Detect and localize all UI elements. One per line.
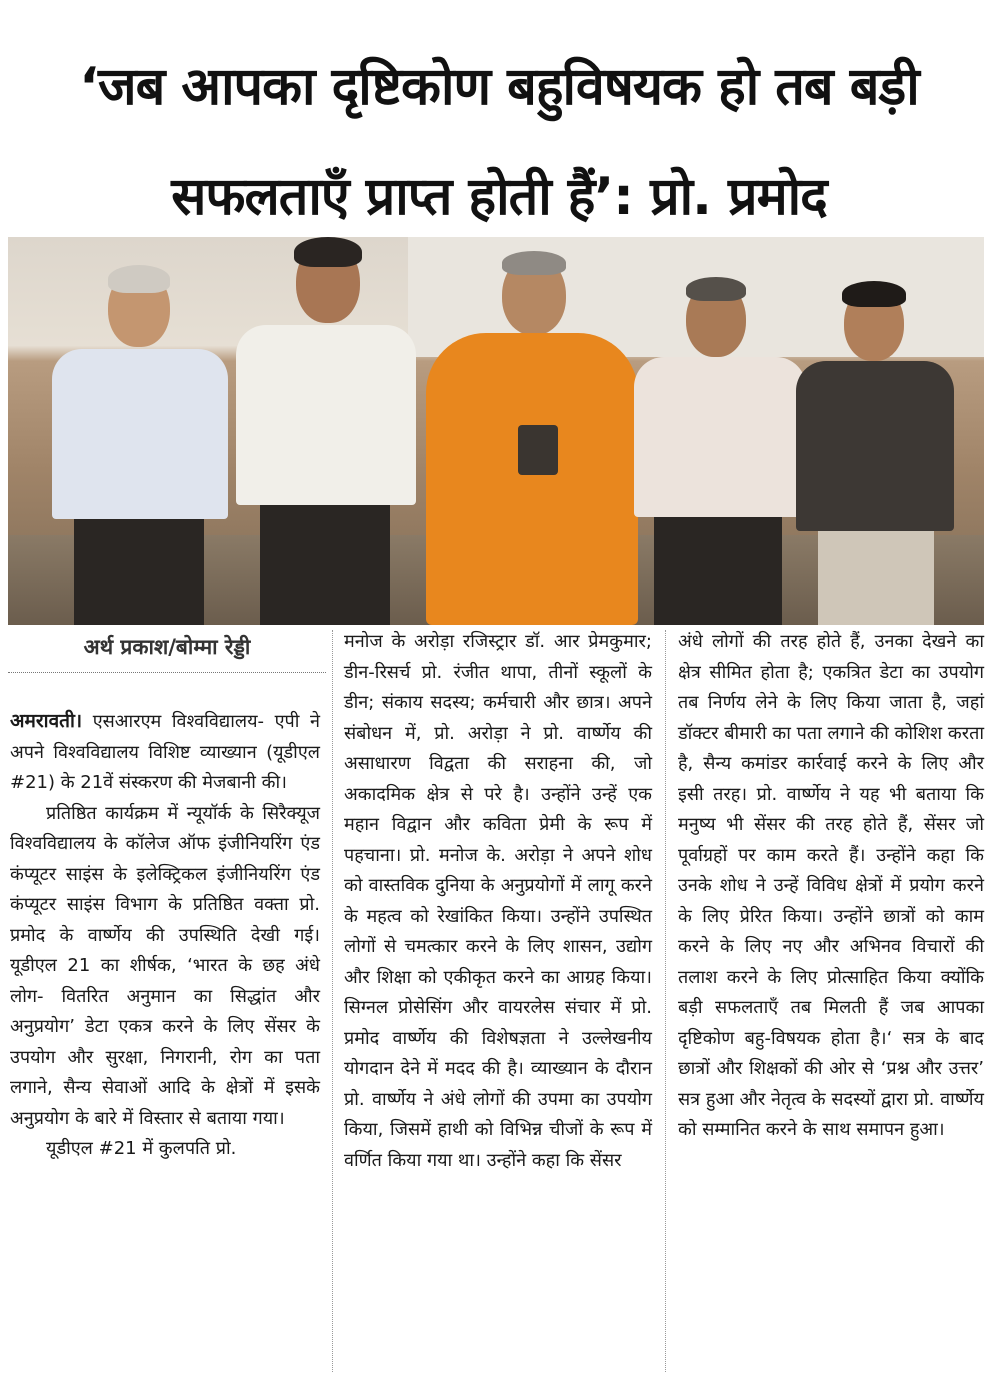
person-1 — [46, 269, 236, 625]
headline-line-2: सफलताएँ प्राप्त होती हैं’: प्रो. प्रमोद — [171, 167, 827, 228]
column-divider-2 — [665, 630, 666, 1372]
saffron-shawl — [426, 333, 638, 625]
event-photo — [8, 237, 984, 625]
person-2 — [230, 241, 420, 625]
person-3-honoree — [422, 255, 642, 625]
article-column-3 — [678, 627, 984, 1146]
article-column-1 — [10, 706, 320, 1165]
dateline: अमरावती। — [10, 710, 83, 732]
headline-line-1: ‘जब आपका दृष्टिकोण बहुविषयक हो तब बड़ी — [79, 57, 919, 118]
paragraph-3: यूडीएल #21 में कुलपति प्रो. — [46, 1138, 237, 1159]
person-4 — [630, 281, 810, 625]
person-5 — [796, 285, 956, 625]
column-2-text: मनोज के अरोड़ा रजिस्ट्रार डॉ. आर प्रेमकुमार; डीन-रिसर्च प्रो. रंजीत थापा, तीनों स्कूलों के डीन; संकाय सदस्य; कर्मचारी और छात्र। अपने संबोधन में, प्रो. अरोड़ा ने प्रो. वार्ष्णेय की असाधारण विद्वता की सराहना की, जो अकादमिक क्षेत्र से परे है। उन्होंने उन्हें एक महान विद्वान और कविता प्रेमी के रूप में पहचाना। प्रो. मनोज के. अरोड़ा ने अपने शोध को वास्तविक दुनिया के अनुप्रयोगों में लागू करने के महत्व को रेखांकित किया। उन्होंने उपस्थित लोगों से चमत्कार करने के लिए शासन, उद्योग और शिक्षा को एकीकृत करने का आग्रह किया। सिग्नल प्रोसेसिंग और वायरलेस संचार में प्रो. प्रमोद वार्ष्णेय की विशेषज्ञता ने उल्लेखनीय योगदान देने में मदद की है। व्याख्यान के दौरान प्रो. वार्ष्णेय ने अंधे लोगों की उपमा का उपयोग किया, जिसमें हाथी को विभिन्न चीजों के रूप में वर्णित किया गया था। उन्होंने कहा कि सेंसर — [344, 631, 652, 1171]
article-column-2 — [344, 627, 652, 1176]
column-3-text: अंधे लोगों की तरह होते हैं, उनका देखने का क्षेत्र सीमित होता है; एकत्रित डेटा का उपयोग तब निर्णय लेने के लिए किया जाता है, जहां डॉक्टर बीमारी का पता लगाने की कोशिश करता है, सैन्य कमांडर कार्रवाई करने के लिए और इसी तरह। प्रो. वार्ष्णेय ने यह भी बताया कि मनुष्य भी सेंसर की तरह होते हैं, सेंसर जो पूर्वाग्रहों पर काम करते हैं। उन्होंने कहा कि उनके शोध ने उन्हें विविध क्षेत्रों में प्रयोग करने के लिए प्रेरित किया। उन्होंने छात्रों को काम करने के लिए नए और अभिनव विचारों की तलाश करने के लिए प्रोत्साहित किया क्योंकि बड़ी सफलताएँ तब मिलती हैं जब आपका दृष्टिकोण बहु-विषयक होता है।‘ सत्र के बाद छात्रों और शिक्षकों की ओर से ‘प्रश्न और उत्तर’ सत्र हुआ और नेतृत्व के सदस्यों द्वारा प्रो. वार्ष्णेय को सम्मानित करने के साथ समापन हुआ। — [678, 631, 984, 1140]
column-divider-1 — [332, 630, 333, 1372]
byline: अर्थ प्रकाश/बोम्मा रेड्डी — [83, 635, 251, 659]
headline — [0, 31, 998, 251]
paragraph-2: प्रतिष्ठित कार्यक्रम में न्यूयॉर्क के सिरैक्यूज विश्वविद्यालय के कॉलेज ऑफ इंजीनियरिंग एंड कंप्यूटर साइंस के इलेक्ट्रिकल इंजीनियरिंग एंड कंप्यूटर साइंस विभाग के प्रतिष्ठित वक्ता प्रो. प्रमोद के वार्ष्णेय की उपस्थिति देखी गई। यूडीएल 21 का शीर्षक, ‘भारत के छह अंधे लोग- वितरित अनुमान का सिद्धांत और अनुप्रयोग’ डेटा एकत्र करने के लिए सेंसर के उपयोग और सुरक्षा, निगरानी, रोग का पता लगाने, सैन्य सेवाओं आदि के क्षेत्रों में इसके अनुप्रयोग के बारे में विस्तार से बताया गया। — [10, 802, 320, 1129]
paragraph-1: एसआरएम विश्वविद्यालय- एपी ने अपने विश्वविद्यालय विशिष्ट व्याख्यान (यूडीएल #21) के 21वें संस्करण की मेजबानी की। — [10, 711, 320, 793]
byline-rule — [8, 672, 326, 673]
